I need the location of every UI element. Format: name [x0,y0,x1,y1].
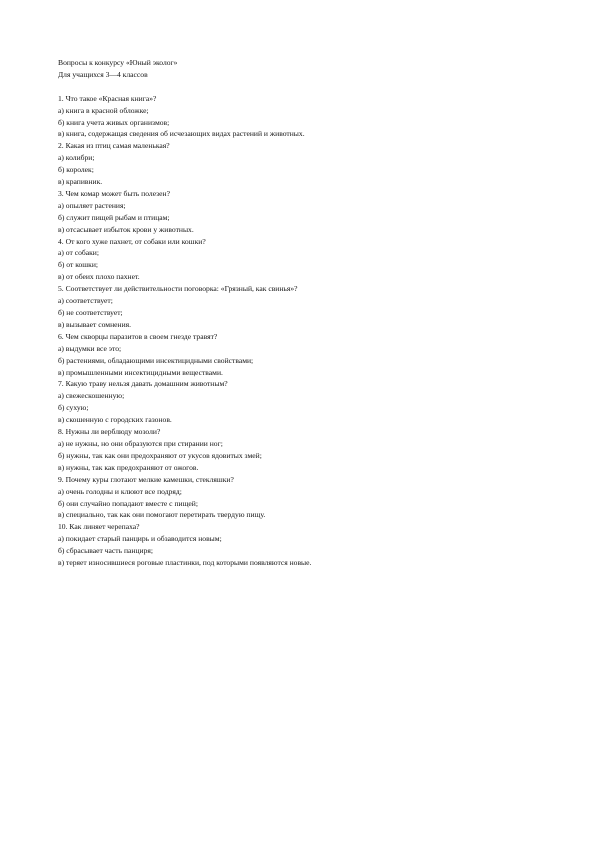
answer-option: а) выдумки все это; [58,343,122,353]
question-block [58,283,578,331]
answer-option: б) служит пищей рыбам и птицам; [58,212,170,222]
question-text: 5. Соответствует ли действительности поговорка: «Грязный, как свинья»? [58,284,298,294]
question-text: 8. Нужны ли верблюду мозоли? [58,427,161,437]
document-subtitle: Для учащихся 3—4 классов [58,69,148,79]
answer-option: в) отсасывает избыток крови у животных. [58,224,194,234]
answer-option: б) от кошки; [58,260,99,270]
answer-option: в) нужны, так как предохраняют от ожогов. [58,462,199,472]
document-body [58,57,578,569]
question-block [58,521,578,569]
answer-option: б) они случайно попадают вместе с пищей; [58,498,198,508]
document-title: Вопросы к конкурсу «Юный эколог» [58,58,178,67]
answer-option: в) теряет износившиеся роговые пластинки, под которыми появляются новые. [58,558,312,568]
question-text: 6. Чем скворцы паразитов в своем гнезде травят? [58,331,218,341]
question-text: 10. Как линяет черепаха? [58,522,140,532]
answer-option: а) соответствует; [58,296,113,306]
answer-option: в) промышленными инсектицидными веществами. [58,367,223,377]
question-block [58,426,578,474]
question-text: 7. Какую траву нельзя давать домашним животным? [58,379,228,389]
question-block [58,188,578,236]
answer-option: а) покидает старый панцирь и обзаводится новым; [58,534,222,544]
answer-option: в) специально, так как они помогают перетирать твердую пищу. [58,510,266,520]
answer-option: в) книга, содержащая сведения об исчезающих видах растений и животных. [58,129,305,139]
question-text: 4. От кого хуже пахнет, от собаки или кошки? [58,236,206,246]
question-text: 3. Чем комар может быть полезен? [58,188,170,198]
answer-option: б) книга учета живых организмов; [58,117,170,127]
answer-option: б) не соответствует; [58,308,123,318]
question-text: 2. Какая из птиц самая маленькая? [58,141,170,151]
answer-option: а) книга в красной обложке; [58,105,149,115]
question-block [58,93,578,141]
answer-option: в) скошенную с городских газонов. [58,415,172,425]
question-block [58,140,578,188]
answer-option: а) от собаки; [58,248,99,258]
answer-option: б) королек; [58,165,94,175]
answer-option: в) от обеих плохо пахнет. [58,272,140,282]
question-block [58,474,578,522]
answer-option: б) сухую; [58,403,89,413]
answer-option: б) растениями, обладающими инсектицидными свойствами; [58,355,254,365]
question-block [58,378,578,426]
answer-option: в) крапивник. [58,177,103,187]
blank-line [58,81,578,93]
question-list [58,93,578,569]
question-block [58,236,578,284]
answer-option: а) колибри; [58,153,95,163]
question-block [58,331,578,379]
question-text: 1. Что такое «Красная книга»? [58,93,157,103]
answer-option: в) вызывает сомнения. [58,319,132,329]
answer-option: а) не нужны, но они образуются при стирании ног; [58,438,223,448]
answer-option: б) нужны, так как они предохраняют от укусов ядовитых змей; [58,450,262,460]
answer-option: а) свежескошенную; [58,391,125,401]
answer-option: б) сбрасывает часть панциря; [58,546,153,556]
answer-option: а) опыляет растения; [58,200,126,210]
question-text: 9. Почему куры глотают мелкие камешки, стекляшки? [58,474,234,484]
answer-option: а) очень голодны и клюют все подряд; [58,486,182,496]
